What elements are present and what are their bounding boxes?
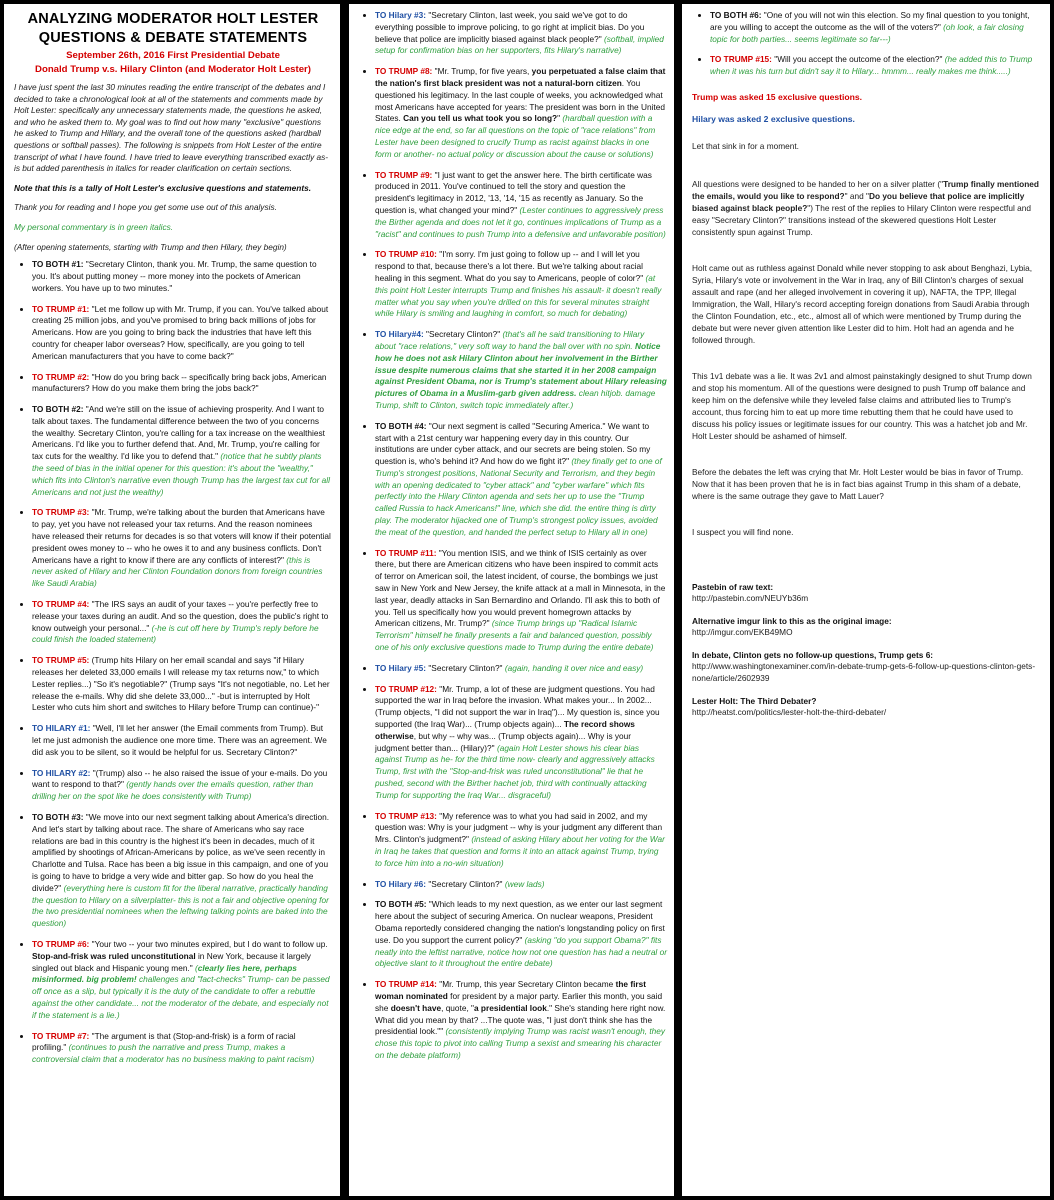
question-item (32, 723, 332, 758)
question-text: "I just want to get the answer here. The birth certificate was produced in 2011. You've continued to tell the story and question the president's legitimacy in 2012, '13, '14, '15 as recently as January. So the question is, what changed your mind?" (375, 169, 652, 215)
hilary-tally: Hilary was asked 2 exclusive questions. (692, 113, 855, 124)
commentary-text: (instead of asking Hilary about her voting for the War in Iraq he takes that question and forms it into an attack against Trump, trying to force him into a no-win situation) (375, 834, 665, 868)
para1-quote-1: Trump finally mentioned the emails, would you like to respond? (692, 178, 1039, 201)
question-item (375, 548, 667, 654)
commentary-text: (since Trump brings up "Radical Islamic Terrorism" himself he finally presents a fair and balanced question, possibly one of his only exclusive questions made to Trump during the entire debate) (375, 618, 654, 653)
question-label: TO BOTH #3: (32, 812, 84, 822)
link-heading: Lester Holt: The Third Debater? (692, 695, 817, 706)
question-item (375, 684, 667, 802)
para1-part-d: ") The rest of the replies to Hilary Clinton were respectful and easy "Secretary Clinton?" transitions instead of the skewered questions Holt Lester consistently spun against Trump. (692, 202, 1031, 237)
question-text: "Well, I'll let her answer (the Email comments from Trump). But let me just admonish the audience one more time. There was an agreement. We did ask you to be silent, so it would be helpful for us. Secretary Clinton?" (32, 723, 327, 757)
hatchet-job-paragraph: This 1v1 debate was a lie. It was 2v1 and almost painstakingly designed to shut Trump down and stop his momentum. All of the questions were designed to push Trump off balance and keep him on the defensive while they leveled false claims and attributed lies to Trump's account, thus forcing him to eat up more time rebutting them that he could have used to discuss his policy issues or legitimate issues for our country. This was a hatchet job and Mr. Holt Lester should be ashamed of himself. (692, 370, 1032, 441)
question-label: TO TRUMP #14: (375, 979, 437, 990)
thanks-note: Thank you for reading and I hope you get some use out of this analysis. (14, 202, 277, 213)
question-text: "Will you accept the outcome of the election?" (774, 54, 943, 65)
para1-part-c: " and " (844, 190, 869, 201)
question-item (32, 259, 332, 294)
question-label: TO TRUMP #2: (32, 371, 90, 382)
commentary-text: (clearly lies here, perhaps misinformed. big problem! challenges and "fact-checks" Trump- can be passed off once as a slip, but typically it is the duty of the candidate to offer a rebuttle against the other candidate... not the moderator of the debate, and especially not if the statement is a lie.) (32, 962, 330, 1020)
question-label: TO TRUMP #6: (32, 938, 90, 949)
commentary-text: (at this point Holt Lester interrupts Trump and finishes his assault- it doesn't really matter what you say when you're drilled on this for several minutes straight while Hilary is smiling and laughing in comfort, so much for debating) (375, 272, 662, 319)
commentary-text: (everything here is custom fit for the liberal narrative, practically handing the question to Hilary on a silverplatter- this is not a fair and objective opening for the two presidential nominees when the leftwing talking points are baked into the question) (32, 882, 329, 929)
question-item (375, 329, 667, 412)
commentary-text: (gently hands over the emails question, rather than drilling her on the spot like he does consistently with Trump) (32, 779, 314, 802)
question-item (32, 939, 332, 1022)
question-label: TO BOTH #2: (32, 404, 84, 415)
question-list-3 (692, 10, 1040, 78)
question-label: TO TRUMP #8: (375, 66, 433, 77)
question-label: TO TRUMP #7: (32, 1030, 90, 1041)
question-label: TO Hilary#4: (375, 329, 424, 340)
link-heading: Alternative imgur link to this as the original image: (692, 615, 892, 626)
commentary-text: (continues to push the narrative and press Trump, makes a controversial claim that a moderator has no business making to paint racism) (32, 1042, 315, 1065)
link-heading: Pastebin of raw text: (692, 581, 774, 592)
question-label: TO TRUMP #10: (375, 249, 437, 260)
question-item (32, 372, 332, 396)
question-item (32, 599, 332, 646)
question-item (375, 421, 667, 539)
commentary-text: (again, handing it over nice and easy) (504, 662, 644, 673)
question-label: TO TRUMP #9: (375, 169, 433, 180)
question-label: TO BOTH #5: (375, 899, 427, 910)
question-text: "Our next segment is called "Securing America." We want to start with a 21st century war happening every day in this country. Our institutions are under cyber attack, and our secrets are being stolen. So my question is, who's behind it? And how do we fight it?" (375, 420, 651, 467)
commentary-text: (they finally get to one of Trump's strongest positions, National Security and Terrorism, and they begin with an opening dedicated to "cyber attack" and "cyber warfare" which fits perfectly into the Hilary Clinton agenda and sets her up to use the "Trump called Russia to hack Americans!" line, which she did. the entire thing is dirty play. The moderator hijacked one of Trump's strongest policy issues, avoided the meat of the question, and handed the perfect setup to Hilary all in one) (375, 456, 662, 537)
opening-note: (After opening statements, starting with Trump and then Hilary, they begin) (14, 241, 287, 252)
question-item (375, 811, 667, 870)
column-1 (4, 4, 340, 1196)
question-text: (Trump hits Hilary on her email scandal and says "if Hilary releases her deleted 33,000 emails I will release my tax returns now," to which Lester replies...) "So it's negotiable?" (Trump says "It's not negotiable, no. Let her release the e-mails. Why did she delete 33,000..." -but is interrupted by Holt Lester who cuts him short and switches to Hilary before Trump can continue)-" (32, 655, 330, 713)
commentary-text: (hardball question with a nice edge at the end, so far all questions on the topic of "race relations" from Lester have been designed to crucify Trump as racist against blacks in one form or another- no actual policy or discussion about the cause or solutions) (375, 113, 656, 159)
question-label: TO Hilary #3: (375, 10, 427, 20)
commentary-text: (this is never asked of Hilary and her Clinton Foundation donors from foreign countries like Saudi Arabia) (32, 554, 323, 589)
question-item (32, 655, 332, 714)
question-label: TO HILARY #1: (32, 723, 91, 734)
question-text: "Mr. Trump, a lot of these are judgment questions. You had supported the war in Iraq before the invasion. What makes your... In 2002... (Trump objects, "I did not support the war in Iraq")... My question is, since you supported (the Iraq War)... (Trump objects again)... The record shows otherwise, but why -- why was... (Trump objects again)... Why is your judgment better than... (Hilary)?" (375, 683, 660, 753)
question-list-1 (14, 259, 332, 1066)
question-item (375, 879, 667, 891)
question-text: "The IRS says an audit of your taxes -- you're perfectly free to release your taxes during an audit. And so the question, does the public's right to know outweigh your personal..." (32, 599, 329, 633)
link-url[interactable]: http://www.washingtonexaminer.com/in-debate-trump-gets-6-follow-up-questions-clinton-gets-none/article/2602939 (692, 660, 1036, 683)
question-text: "And we're still on the issue of achieving prosperity. And I want to talk about taxes. The fundamental difference between the two of you concerns the wealthy. Secretary Clinton, you're calling for a tax increase on the wealthiest Americans. I'd like you to further defend that. And, Mr. Trump, you're calling for tax cuts for the wealthy. I'd like you to defend that." (32, 404, 325, 462)
question-text: "Your two -- your two minutes expired, but I do want to follow up. Stop-and-frisk was ruled unconstitutional in New York, because it largely singled out black and Hispanic young men." (32, 938, 328, 973)
commentary-text: (asking "do you support Obama?" fits neatly into the leftist narrative, notice how not one question has had a neutral or objective slant to it throughout the entire debate) (375, 934, 667, 969)
question-item (375, 10, 667, 57)
question-item (32, 768, 332, 803)
question-label: TO TRUMP #3: (32, 507, 90, 518)
question-label: TO BOTH #1: (32, 259, 84, 270)
trump-tally: Trump was asked 15 exclusive questions. (692, 91, 863, 102)
question-item (32, 404, 332, 498)
subtitle-date: September 26th, 2016 First Presidential Debate (66, 50, 280, 61)
question-label: TO TRUMP #4: (32, 599, 90, 610)
para1-quote-2: Do you believe that police are implicitly biased against black people? (692, 190, 1025, 213)
question-text: "Secretary Clinton, last week, you said we've got to do everything possible to improve policing, to go right at implicit bias. Do you believe that police are implicitly biased against black people?" (375, 10, 645, 44)
commentary-text: (Lester continues to aggressively press the Birther agenda and does not let it go, continues implications of Trump as a "racist" and continues to push Trump into a defensive and unfavorable position) (375, 204, 666, 239)
silver-platter-paragraph (692, 178, 1040, 238)
question-item (710, 54, 1040, 78)
title-line-2: QUESTIONS & DEBATE STATEMENTS (38, 30, 308, 46)
question-text: "Mr. Trump, we're talking about the burden that Americans have to pay, yet you have not released your tax returns. And the reason nominees have released their returns for decades is so that voters will know if their potential president owes money to -- who he owes it to and any business conflicts. Don't Americans have a right to know if there are any conflicts of interest?" (32, 507, 331, 565)
question-item (710, 10, 1040, 45)
link-url[interactable]: http://imgur.com/EKB49MO (692, 626, 793, 637)
question-text: "Let me follow up with Mr. Trump, if you can. You've talked about creating 25 million jobs, and you've promised to bring back millions of jobs for Americans. How are you going to bring back the industries that have left this country for cheaper labor overseas? How, specifically, are you going to tell American manufacturers that you have to come back?" (32, 303, 329, 361)
sink-line: Let that sink in for a moment. (692, 140, 799, 151)
question-text: "One of you will not win this election. So my final question to you tonight, are you willing to accept the outcome as the will of the voters?" (710, 10, 1030, 32)
subtitle-participants: Donald Trump v.s. Hilary Clinton (and Moderator Holt Lester) (35, 64, 311, 75)
tally-note: Note that this is a tally of Holt Lester's exclusive questions and statements. (14, 182, 312, 193)
question-label: TO Hilary #5: (375, 662, 427, 673)
column-3 (682, 4, 1050, 1196)
question-item (32, 507, 332, 590)
question-label: TO TRUMP #13: (375, 810, 437, 821)
question-label: TO TRUMP #1: (32, 303, 90, 314)
question-text: "Mr. Trump, for five years, you perpetuated a false claim that the nation's first black president was not a natural-born citizen. You questioned his legitimacy. In the last couple of weeks, you acknowledged what most Americans have accepted for years: The president was born in the United States. Can you tell us what took you so long?" (375, 66, 666, 124)
commentary-text: (softball, implied setup for confirmation bias on her supporters, fits Hilary's narrative) (375, 33, 664, 56)
question-item (32, 812, 332, 930)
commentary-text: (notice that he subtly plants the seed of bias in the initial opener for this question: it's about the "wealthy," which fits into Clinton's narrative even though Trump has the largest tax cut for all Americans and not just the wealthy) (32, 451, 330, 497)
question-text: "We move into our next segment talking about America's direction. And let's start by talking about race. The share of Americans who say race relations are bad in this country is the highest it's been in decades, much of it amplified by shootings of African-Americans by police, as we've seen recently in Charlotte and Tulsa. Race has been a big issue in this campaign, and one of you is going to have to bridge a very wide and bitter gap. So how do you heal the divide?" (32, 812, 330, 893)
intro-paragraph: I have just spent the last 30 minutes reading the entire transcript of the debates and I decided to take a chronological look at all of the statements and comments made by Holt Lester: specifically any unnecessary statements made, the questions he asked, and who he asked them to. My goal was to find out how many "exclusive" questions he asked to Trump and Hillary, and the overall tone of the questions asked (hardball questions or softball passes). The following is snippets from Holt Lester of the entire transcript of what I have found. I have tried to leave everything transcribed exactly as-is but added parenthesis in italics for reader clarification on certain sections. (14, 82, 329, 174)
question-text: "Mr. Trump, this year Secretary Clinton became the first woman nominated for president by a major party. Earlier this month, you said she doesn't have, quote, "a presidential look." She's standing here right now. What did you mean by that? ...The quote was, "I just don't think she has the presidential look."" (375, 979, 666, 1037)
question-text: "How do you bring back -- specifically bring back jobs, American manufacturers? How do you make them bring the jobs back?" (32, 371, 327, 394)
links-section (692, 582, 1040, 718)
commentary-text: (he added this to Trump when it was his turn but didn't say it to Hilary... hmmm... really makes me think.....) (710, 54, 1033, 77)
commentary-legend: My personal commentary is in green italics. (14, 221, 174, 232)
column-2 (349, 4, 674, 1196)
question-text: "I'm sorry. I'm just going to follow up -- and I will let you respond to that, because there's a lot there. But we're talking about racial healing in this segment. What do you say to Americans, people of color?" (375, 249, 644, 283)
question-text: "The argument is that (Stop-and-frisk) is a form of racial profiling." (32, 1030, 296, 1053)
question-text: "My reference was to what you had said in 2002, and my question was: Why is your judgment -- why is your judgment any different than Mrs. Clinton's judgment?" (375, 810, 663, 845)
question-text: "Which leads to my next question, as we enter our last segment here about the subject of securing America. On nuclear weapons, President Obama reportedly considered changing the nation's longstanding policy on first use. Do you support the current policy?" (375, 899, 665, 945)
para1-part-a: All questions were designed to be handed to her on a silver platter (" (692, 178, 944, 189)
link-heading: In debate, Clinton gets no follow-up questions, Trump gets 6: (692, 649, 934, 660)
commentary-text: (consistently implying Trump was racist wasn't enough, they chose this topic to pivot into calling Trump a sexist and smearing his character on the debate platform) (375, 1026, 666, 1060)
question-label: TO TRUMP #11: (375, 547, 437, 558)
commentary-text: (that's all he said transitioning to Hilary about "race relations," very soft way to hand the ball over with no spin. Notice how he does not ask Hilary Clinton about her involvement in the Birther issue despite numerous claims that she started it in her 2008 campaign against President Obama, nor is Trump's statement about Hilary releasing pictures of Obama in a Muslim-garb given address. clean hitjob. damage Trump, shift to Clinton, switch topic immediately after.) (375, 329, 667, 410)
commentary-text: (wew lads) (504, 878, 545, 889)
question-item (375, 899, 667, 970)
question-text: "Secretary Clinton, thank you. Mr. Trump, the same question to you. It's about putting money -- more money into the pockets of American workers. You have up to two minutes." (32, 259, 317, 293)
commentary-text: (again Holt Lester shows his clear bias against Trump as he- for the third time now- clearly and aggressively attacks Trump, first with the "Stop-and-frisk was ruled unconstitutional" lie that he pushed, second with the Birther hachet job, third with continually attacking Trump for supporting the Iraq War... disgraceful) (375, 742, 655, 800)
question-label: TO HILARY #2: (32, 767, 91, 778)
question-item (375, 249, 667, 320)
outrage-paragraph: Before the debates the left was crying that Mr. Holt Lester would be bias in favor of Trump. Now that it has been proven that he is in fact bias against Trump in this sham of a debate, where is the same outrage they gave to Matt Lauer? (692, 466, 1024, 501)
question-text: "You mention ISIS, and we think of ISIS certainly as over there, but there are American citizens who have been inspired to commit acts of terror on American soil, the latest incident, of course, the bombings we just saw in New York and New Jersey, the knife attack at a mall in Minnesota, in the last year, deadly attacks in San Bernardino and Orlando. I'll ask this to both of you. Tell us specifically how you would prevent homegrown attacks by American citizens, Mr. Trump?" (375, 547, 666, 629)
ruthless-paragraph: Holt came out as ruthless against Donald while never stopping to ask about Benghazi, Lybia, Syria, Hilary's vote or involvement in the War in Iraq, any of Bill Clinton's charges of sexual assault and rape (and her alleged involvement in covering it up), NAFTA, the TPP, Illegal Immigration, the Wall, Hilary's record accepting foreign donations from Saudi Arabia through the Clinton Foundation, etc., etc., almost all of which were mentioned by Trump during the debate but were never given attention like Lester did to him. Holt had an agenda and he followed through. (692, 262, 1033, 345)
suspect-line: I suspect you will find none. (692, 526, 794, 537)
question-label: TO TRUMP #12: (375, 683, 437, 694)
title-line-1: ANALYZING MODERATOR HOLT LESTER (27, 11, 319, 27)
question-item (375, 979, 667, 1062)
question-label: TO TRUMP #5: (32, 655, 90, 666)
question-text: "(Trump) also -- he also raised the issue of your e-mails. Do you want to respond to that?" (32, 767, 328, 790)
question-item (32, 1031, 332, 1066)
link-url[interactable]: http://pastebin.com/NEUYb36m (692, 592, 809, 603)
question-text: "Secretary Clinton?" (426, 329, 501, 340)
question-label: TO BOTH #4: (375, 420, 427, 431)
question-item (375, 663, 667, 675)
question-item (375, 66, 667, 160)
question-item (375, 170, 667, 241)
question-text: "Secretary Clinton?" (428, 662, 503, 673)
commentary-text: (oh look, a fair closing topic for both parties... seems legitimate so far---) (710, 21, 1024, 44)
question-text: "Secretary Clinton?" (428, 878, 503, 889)
question-label: TO TRUMP #15: (710, 54, 772, 65)
question-list-2 (357, 10, 667, 1062)
question-label: TO Hilary #6: (375, 878, 427, 889)
commentary-text: (-he is cut off here by Trump's reply before he could finish the loaded statement) (32, 622, 319, 645)
link-url[interactable]: http://heatst.com/politics/lester-holt-the-third-debater/ (692, 706, 887, 717)
question-item (32, 304, 332, 363)
question-label: TO BOTH #6: (710, 10, 762, 20)
